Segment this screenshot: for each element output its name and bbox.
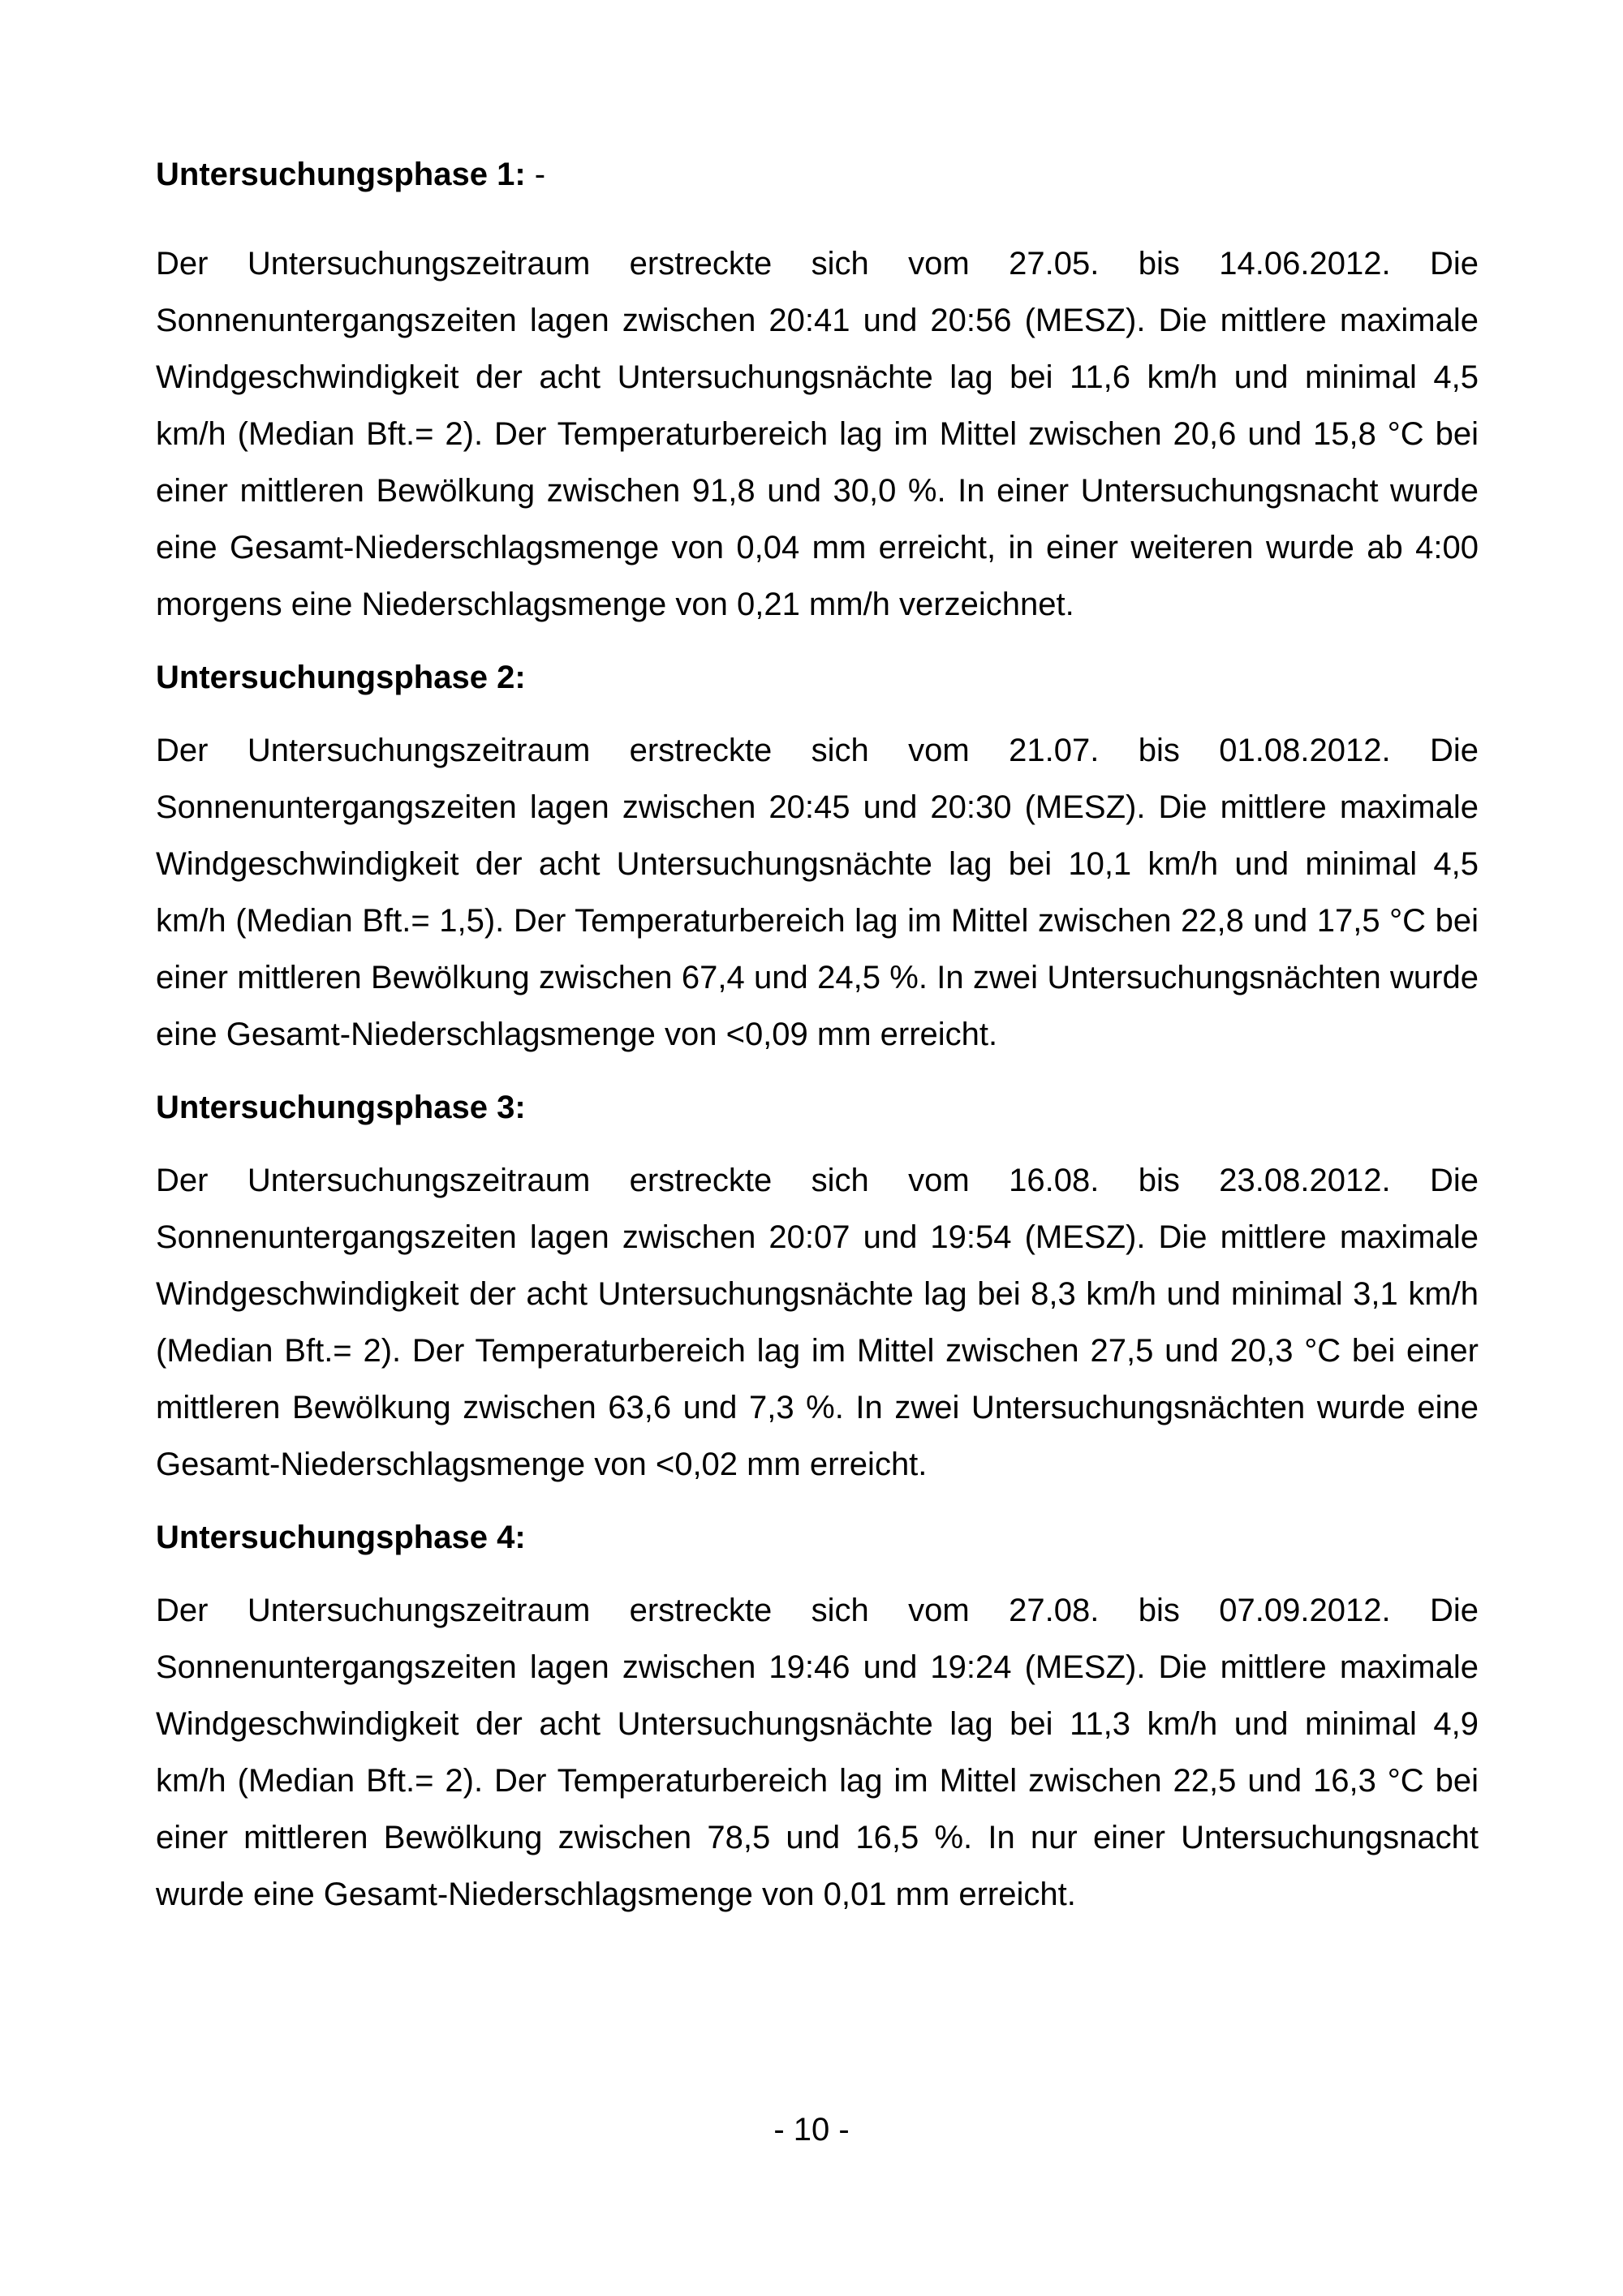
section-heading-1-text: Untersuchungsphase 1:	[156, 157, 526, 192]
section-heading-1	[156, 154, 1479, 195]
section-paragraph-4: Der Untersuchungszeitraum erstreckte sich vom 27.08. bis 07.09.2012. Die Sonnenuntergangszeiten lagen zwischen 19:46 und 19:24 (MESZ). Die mittlere maximale Windgeschwindigkeit der acht Untersuchungsnächte lag bei 11,3 km/h und minimal 4,9 km/h (Median Bft.= 2). Der Temperaturbereich lag im Mittel zwischen 22,5 und 16,3 °C bei einer mittleren Bewölkung zwischen 78,5 und 16,5 %. In nur einer Untersuchungsnacht wurde eine Gesamt-Niederschlagsmenge von 0,01 mm erreicht.	[156, 1593, 1479, 1912]
section-heading-4: Untersuchungsphase 4:	[156, 1520, 526, 1555]
section-paragraph-1: Der Untersuchungszeitraum erstreckte sich vom 27.05. bis 14.06.2012. Die Sonnenuntergangszeiten lagen zwischen 20:41 und 20:56 (MESZ). Die mittlere maximale Windgeschwindigkeit der acht Untersuchungsnächte lag bei 11,6 km/h und minimal 4,5 km/h (Median Bft.= 2). Der Temperaturbereich lag im Mittel zwischen 20,6 und 15,8 °C bei einer mittleren Bewölkung zwischen 91,8 und 30,0 %. In einer Untersuchungsnacht wurde eine Gesamt-Niederschlagsmenge von 0,04 mm erreicht, in einer weiteren wurde ab 4:00 morgens eine Niederschlagsmenge von 0,21 mm/h verzeichnet.	[156, 246, 1479, 622]
section-paragraph-2: Der Untersuchungszeitraum erstreckte sich vom 21.07. bis 01.08.2012. Die Sonnenuntergangszeiten lagen zwischen 20:45 und 20:30 (MESZ). Die mittlere maximale Windgeschwindigkeit der acht Untersuchungsnächte lag bei 10,1 km/h und minimal 4,5 km/h (Median Bft.= 1,5). Der Temperaturbereich lag im Mittel zwischen 22,8 und 17,5 °C bei einer mittleren Bewölkung zwischen 67,4 und 24,5 %. In zwei Untersuchungsnächten wurde eine Gesamt-Niederschlagsmenge von <0,09 mm erreicht.	[156, 733, 1479, 1052]
page-number: - 10 -	[773, 2112, 850, 2148]
section-heading-2: Untersuchungsphase 2:	[156, 660, 526, 695]
section-paragraph-3: Der Untersuchungszeitraum erstreckte sich vom 16.08. bis 23.08.2012. Die Sonnenuntergangszeiten lagen zwischen 20:07 und 19:54 (MESZ). Die mittlere maximale Windgeschwindigkeit der acht Untersuchungsnächte lag bei 8,3 km/h und minimal 3,1 km/h (Median Bft.= 2). Der Temperaturbereich lag im Mittel zwischen 27,5 und 20,3 °C bei einer mittleren Bewölkung zwischen 63,6 und 7,3 %. In zwei Untersuchungsnächten wurde eine Gesamt-Niederschlagsmenge von <0,02 mm erreicht.	[156, 1163, 1479, 1482]
section-heading-3: Untersuchungsphase 3:	[156, 1090, 526, 1125]
section-heading-1-suffix: -	[525, 157, 546, 192]
